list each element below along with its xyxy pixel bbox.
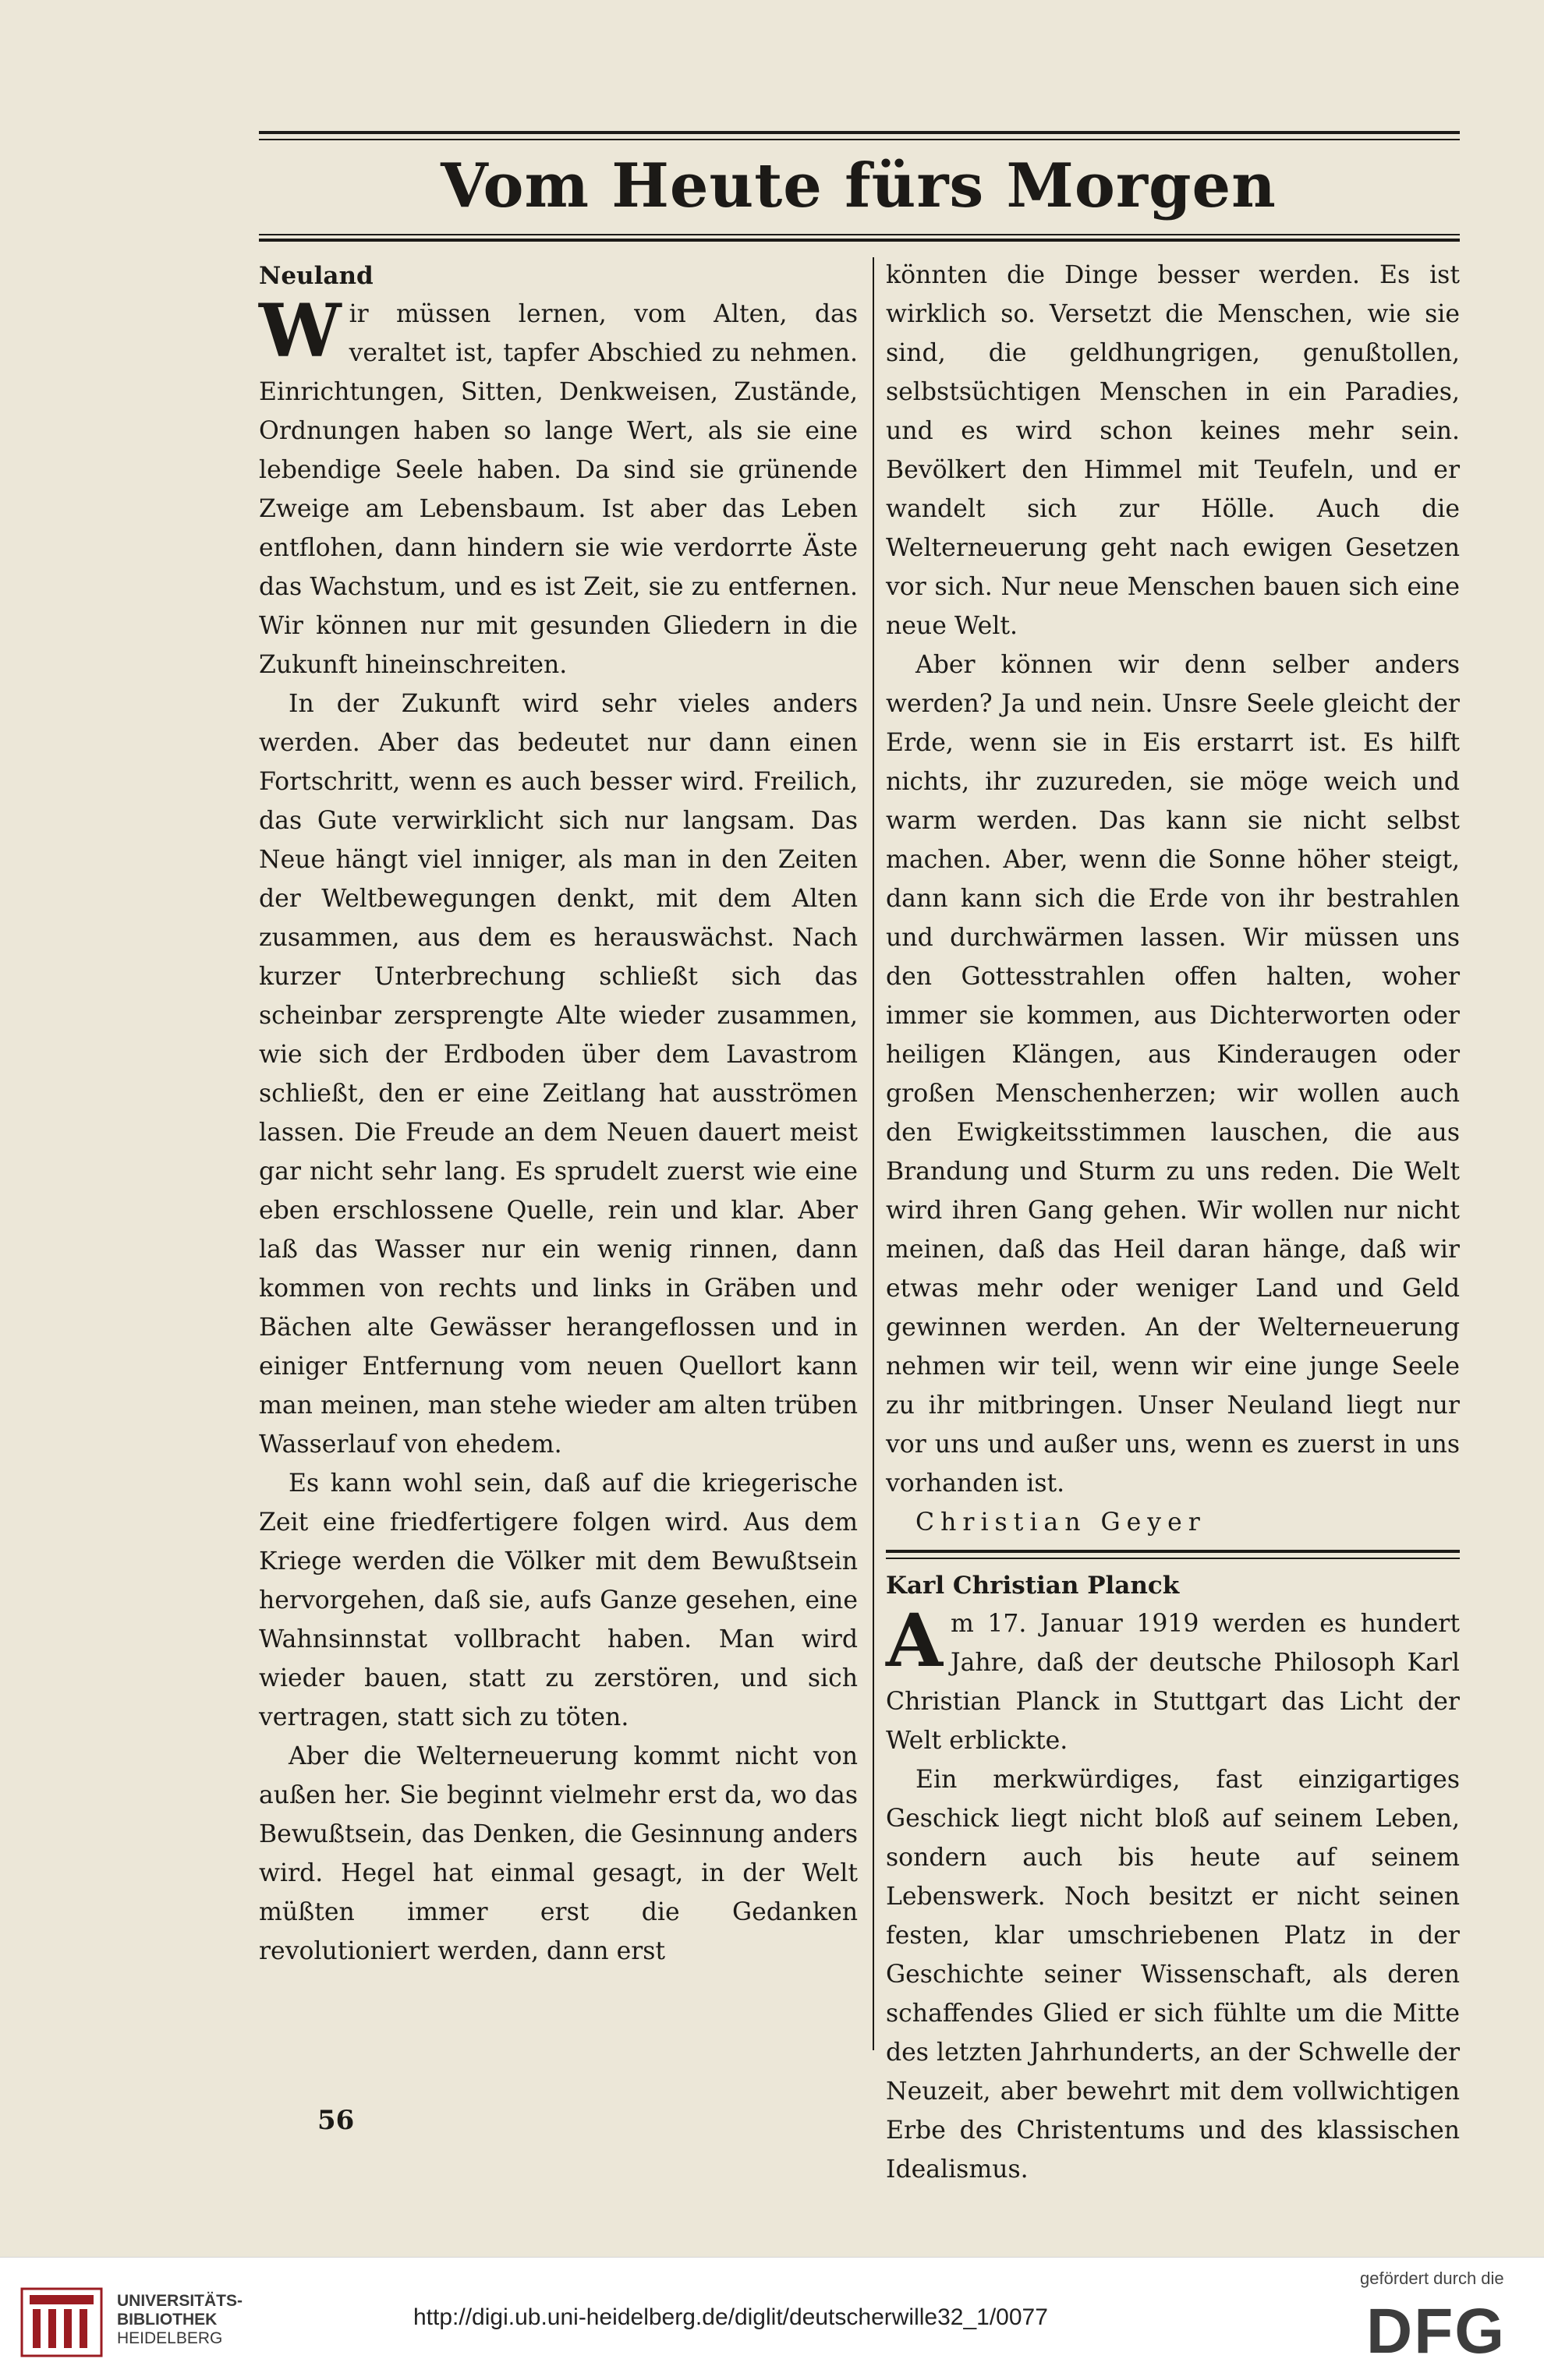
article2-body bbox=[886, 1598, 1460, 2189]
column-divider bbox=[873, 257, 874, 2050]
paragraph: Wir müssen lernen, vom Alten, das veraltet ist, tapfer Abschied zu nehmen. Einrichtungen, Sitten, Denkweisen, Zustände, Ordnungen haben so lange Wert, als sie eine lebendige Seele haben. Da sind sie grünende Zweige am Lebensbaum. Ist aber das Leben entflohen, dann hindern sie wie verdorrte Äste das Wachstum, und es ist Zeit, sie zu entfernen. Wir können nur mit gesunden Gliedern in die Zukunft hineinschreiten. bbox=[259, 288, 858, 679]
article-separator-thick bbox=[886, 1550, 1460, 1553]
right-column bbox=[886, 256, 1460, 2189]
page-number: 56 bbox=[317, 2105, 355, 2136]
paragraph: In der Zukunft wird sehr vieles anders werden. Aber das bedeutet nur dann einen Fortschritt, wenn es auch besser wird. Freilich, das Gute verwirklicht sich nur langsam. Das Neue hängt viel inniger, als man in den Zeiten der Weltbewegungen denkt, mit dem Alten zusammen, aus dem es herauswächst. Nach kurzer Unterbrechung schließt sich das scheinbar zersprengte Alte wieder zusammen, wie sich der Erdboden über dem Lavastrom schließt, den er eine Zeitlang hat ausströmen lassen. Die Freude an dem Neuen dauert meist gar nicht sehr lang. Es sprudelt zuerst wie eine eben erschlossene Quelle, rein und klar. Aber laß das Wasser nur ein wenig rinnen, dann kommen von rechts und links in Gräben und Bächen alte Gewässer herangeflossen und in einiger Entfernung vom neuen Quellort kann man meinen, man stehe wieder am alten trüben Wasserlauf von ehedem. bbox=[259, 690, 858, 1459]
page-title: Vom Heute fürs Morgen bbox=[441, 150, 1277, 221]
article-body-left bbox=[259, 288, 858, 1971]
article-separator-thin bbox=[886, 1558, 1460, 1559]
paragraph: Aber die Welterneuerung kommt nicht von außen her. Sie beginnt vielmehr erst da, wo das Bewußtsein, das Denken, die Gesinnung anders wird. Hegel hat einmal gesagt, in der Welt müßten immer erst die Gedanken revolutioniert werden, dann erst bbox=[259, 1742, 858, 1965]
author-signature: Christian Geyer bbox=[915, 1508, 1206, 1537]
dfg-logo: DFG bbox=[1366, 2296, 1507, 2367]
permalink-url[interactable]: http://digi.ub.uni-heidelberg.de/diglit/deutscherwille32_1/0077 bbox=[413, 2304, 1048, 2330]
drop-cap: W bbox=[259, 288, 342, 374]
article-body-right bbox=[886, 256, 1460, 1542]
viewer-footer bbox=[0, 2257, 1544, 2380]
title-rule-thin bbox=[259, 234, 1460, 235]
title-rule-thick bbox=[259, 239, 1460, 242]
funding-label: gefördert durch die bbox=[1360, 2269, 1504, 2288]
article-heading-neuland: Neuland bbox=[259, 262, 374, 290]
top-rule-thin bbox=[259, 139, 1460, 140]
left-column bbox=[259, 257, 858, 1971]
paragraph: Aber können wir denn selber anders werden? Ja und nein. Unsre Seele gleicht der Erde, wenn sie in Eis erstarrt ist. Es hilft nichts, ihr zuzureden, sie möge weich und warm werden. Das kann sie nicht selbst machen. Aber, wenn die Sonne höher steigt, dann kann sich die Erde von ihr bestrahlen und durchwärmen lassen. Wir müssen uns den Gottesstrahlen offen halten, woher immer sie kommen, aus Dichterworten oder heiligen Klängen, aus Kinderaugen oder großen Menschenherzen; wir wollen auch den Ewigkeitsstimmen lauschen, die aus Brandung und Sturm zu uns reden. Die Welt wird ihren Gang gehen. Wir wollen nur nicht meinen, daß das Heil daran hänge, daß wir etwas mehr oder weniger Land und Geld gewinnen werden. An der Welterneuerung nehmen wir teil, wenn wir eine junge Seele zu ihr mitbringen. Unser Neuland liegt nur vor uns und außer uns, wenn es zuerst in uns vorhanden ist. bbox=[886, 651, 1460, 1498]
paragraph: Es kann wohl sein, daß auf die kriegerische Zeit eine friedfertigere folgen wird. Aus dem Kriege werden die Völker mit dem Bewußtsein hervorgehen, daß sie, aufs Ganze gesehen, eine Wahnsinnstat vollbracht haben. Man wird wieder bauen, statt zu zerstören, und sich vertragen, statt sich zu töten. bbox=[259, 1469, 858, 1731]
drop-cap: A bbox=[886, 1598, 943, 1684]
library-name: UNIVERSITÄTS- BIBLIOTHEK HEIDELBERG bbox=[117, 2292, 243, 2347]
top-rule-thick bbox=[259, 131, 1460, 134]
paragraph: könnten die Dinge besser werden. Es ist wirklich so. Versetzt die Menschen, wie sie sind, die geldhungrigen, genußtollen, selbstsüchtigen Menschen in ein Paradies, und es wird schon keines mehr sein. Bevölkert den Himmel mit Teufeln, und er wandelt sich zur Hölle. Auch die Welterneuerung geht nach ewigen Gesetzen vor sich. Nur neue Menschen bauen sich eine neue Welt. bbox=[886, 261, 1460, 640]
article-heading-planck: Karl Christian Planck bbox=[886, 1572, 1180, 1600]
paragraph: Ein merkwürdiges, fast einzigartiges Geschick liegt nicht bloß auf seinem Leben, sondern auch bis heute auf seinem Lebenswerk. Noch besitzt er nicht seinen festen, klar umschriebenen Platz in der Geschichte seiner Wissenschaft, als deren schaffendes Glied er sich fühlte um die Mitte des letzten Jahrhunderts, an der Schwelle der Neuzeit, aber bewehrt mit dem vollwichtigen Erbe des Christentums und des klassischen Idealismus. bbox=[886, 1766, 1460, 2184]
university-library-logo-icon bbox=[16, 2284, 108, 2362]
paragraph: Am 17. Januar 1919 werden es hundert Jahre, daß der deutsche Philosoph Karl Christian Planck in Stuttgart das Licht der Welt erblickte. bbox=[886, 1598, 1460, 1755]
